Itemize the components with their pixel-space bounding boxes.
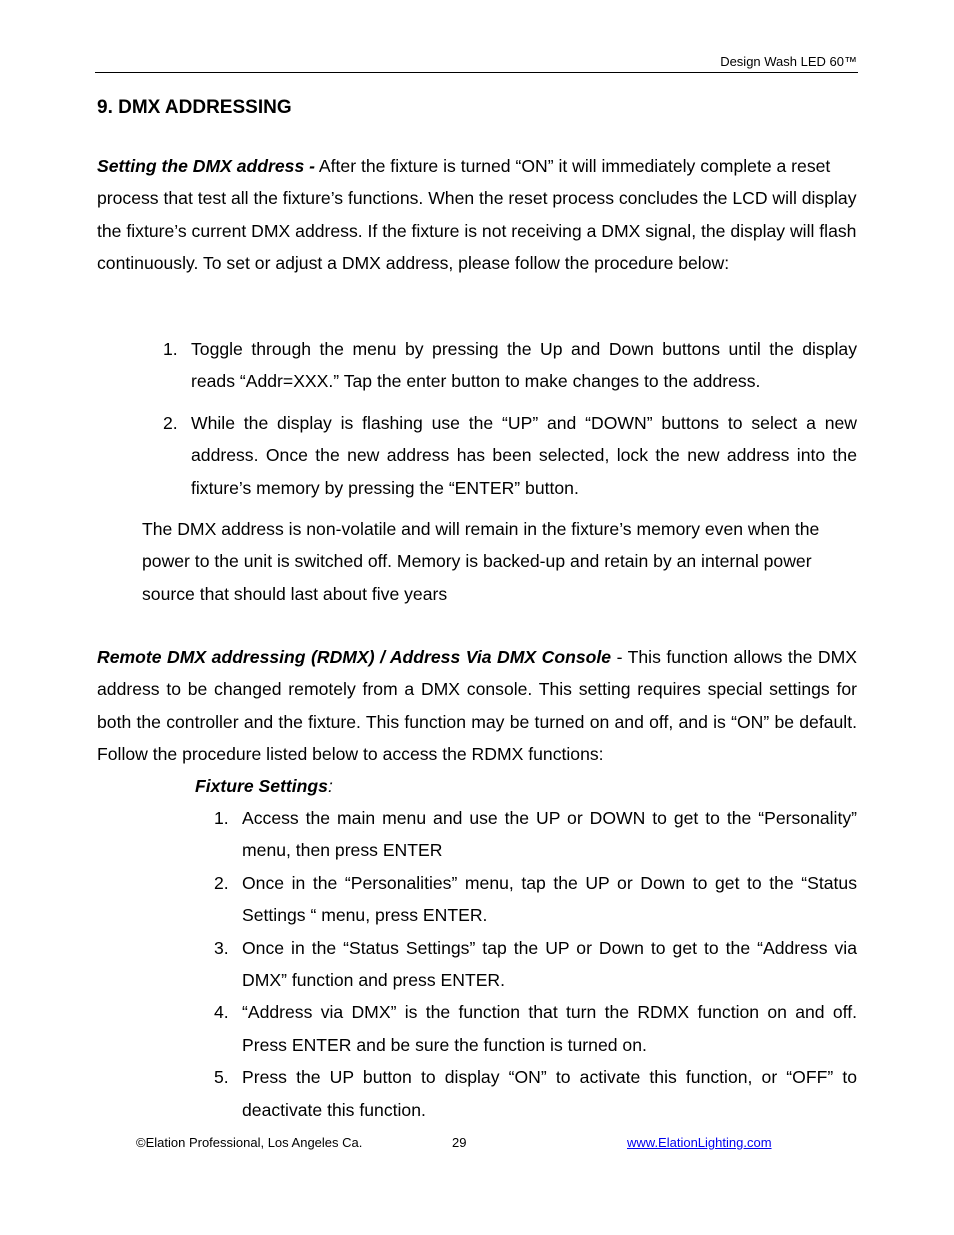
fixture-settings-colon: : <box>327 776 333 796</box>
list-item <box>214 1061 857 1126</box>
fixture-steps-list <box>214 802 857 1126</box>
section-title: 9. DMX ADDRESSING <box>97 97 292 118</box>
setting-steps-list <box>163 333 857 513</box>
header-title: Design Wash LED 60™ <box>720 54 857 69</box>
setting-text: After the fixture is turned “ON” it will immediately complete a reset process that test all the fixture’s functions. When the reset process concludes the LCD will display the fixture’s current DMX address. If the fixture is not receiving a DMX signal, the display will flash continuously. To set or adjust a DMX address, please follow the procedure below: <box>97 156 857 274</box>
list-item-text: Toggle through the menu by pressing the Up and Down buttons until the display reads “Addr=XXX.” Tap the enter button to make changes to the address. <box>191 339 857 392</box>
list-item-number: 2. <box>214 872 229 893</box>
fixture-settings-label: Fixture Settings <box>195 776 328 796</box>
list-item-text: Press the UP button to display “ON” to activate this function, or “OFF” to deactivate this function. <box>242 1067 857 1120</box>
remote-paragraph <box>97 641 857 771</box>
footer-page-number: 29 <box>452 1135 467 1150</box>
list-item-number: 2. <box>163 412 178 433</box>
list-item-number: 5. <box>214 1067 229 1088</box>
setting-paragraph <box>97 150 857 280</box>
list-item-text: “Address via DMX” is the function that turn the RDMX function on and off. Press ENTER and be sure the function is turned on. <box>242 1002 857 1055</box>
list-item <box>214 867 857 932</box>
memory-note: The DMX address is non-volatile and will remain in the fixture’s memory even when the power to the unit is switched off. Memory is backed-up and retain by an internal power source that should last about five years <box>142 519 820 604</box>
list-item-text: Access the main menu and use the UP or DOWN to get to the “Personality” menu, then press ENTER <box>242 808 857 861</box>
list-item-number: 4. <box>214 1002 229 1023</box>
fixture-settings-heading <box>195 770 333 802</box>
footer-website-link[interactable]: www.ElationLighting.com <box>627 1135 772 1150</box>
list-item <box>214 802 857 867</box>
list-item <box>214 932 857 997</box>
list-item-number: 1. <box>163 339 178 359</box>
list-item-text: Once in the “Personalities” menu, tap the UP or Down to get to the “Status Settings “ menu, press ENTER. <box>242 872 857 926</box>
footer-copyright: ©Elation Professional, Los Angeles Ca. <box>136 1135 363 1150</box>
list-item <box>163 407 857 504</box>
list-item-text: Once in the “Status Settings” tap the UP or Down to get to the “Address via DMX” function and press ENTER. <box>242 937 857 991</box>
remote-text: - This function allows the DMX address to be changed remotely from a DMX console. This setting requires special settings for both the controller and the fixture. This function may be turned on and off, and is “ON” be default. Follow the procedure listed below to access the RDMX functions: <box>97 647 858 765</box>
list-item <box>163 333 857 398</box>
list-item <box>214 996 857 1061</box>
list-item-number: 3. <box>214 937 229 958</box>
list-item-number: 1. <box>214 808 229 828</box>
header-divider <box>95 72 858 73</box>
remote-lead: Remote DMX addressing (RDMX) / Address Via DMX Console <box>97 647 612 667</box>
list-item-text: While the display is flashing use the “UP” and “DOWN” buttons to select a new address. Once the new address has been selected, lock the new address into the fixture’s memory by pressing the “ENTER” button. <box>191 412 857 498</box>
setting-lead: Setting the DMX address - <box>97 156 315 176</box>
